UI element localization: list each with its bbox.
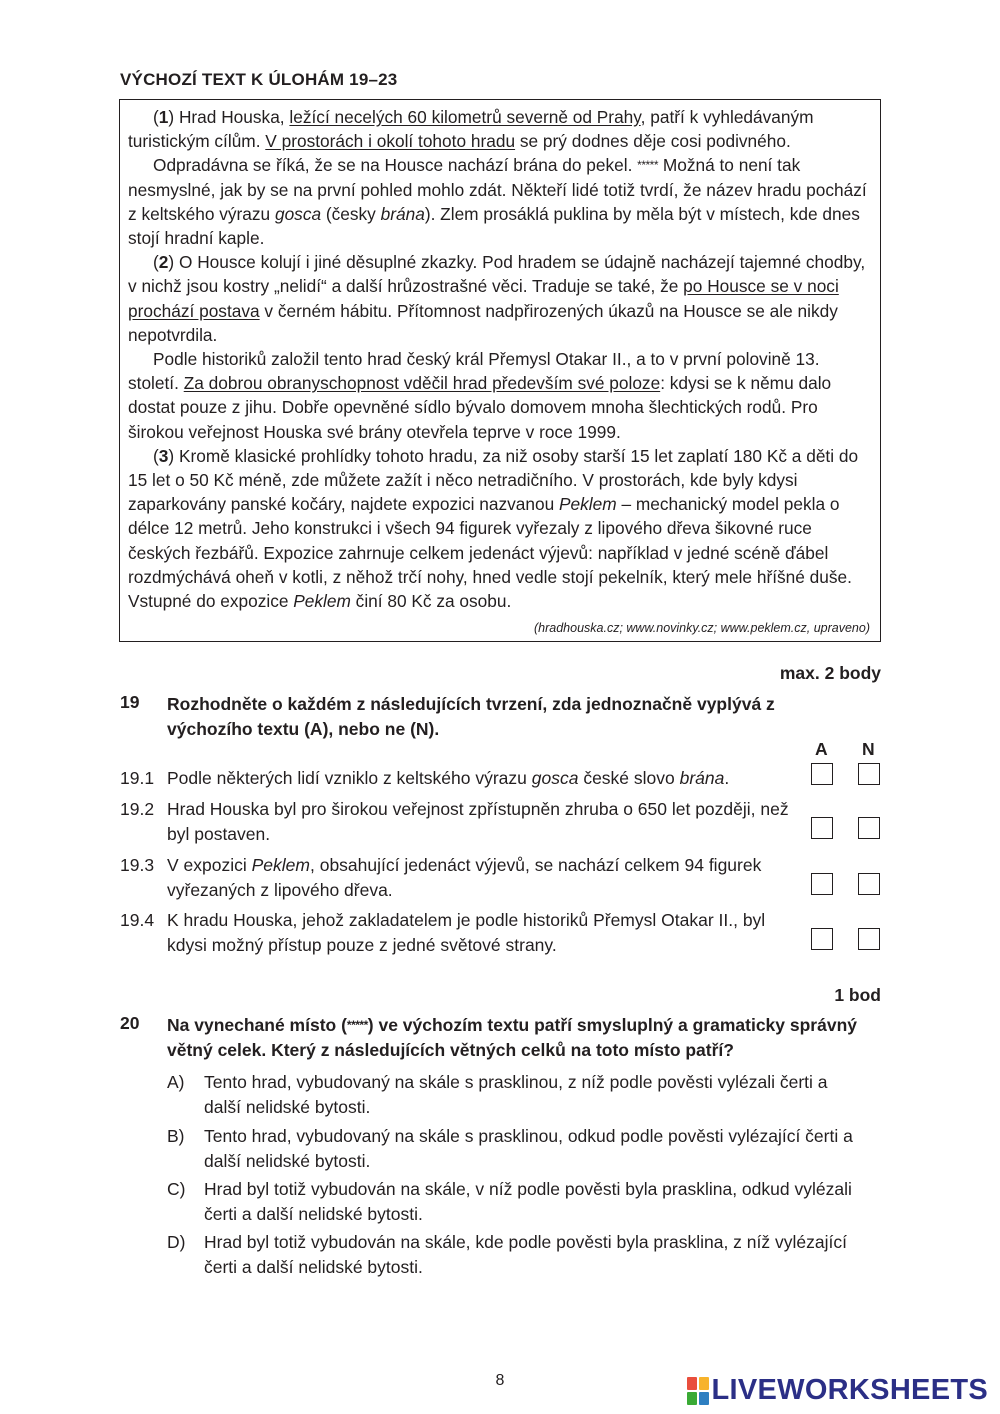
- statement-number: 19.4: [120, 910, 155, 930]
- source-citation: (hradhouska.cz; www.novinky.cz; www.peklem.cz, upraveno): [533, 621, 870, 635]
- gap-marker: *****: [346, 1018, 368, 1032]
- option-letter: B): [167, 1126, 185, 1146]
- checkbox-19-4-n[interactable]: [858, 928, 880, 950]
- q20-option-b[interactable]: [167, 1124, 867, 1173]
- q20-option-d[interactable]: [167, 1230, 867, 1279]
- section-heading: VÝCHOZÍ TEXT K ÚLOHÁM 19–23: [120, 70, 398, 89]
- option-text: Hrad byl totiž vybudován na skále, v níž podle pověsti byla prasklina, odkud vylézali čerti a další nelidské bytosti.: [204, 1179, 852, 1224]
- q20-points: 1 bod: [834, 985, 881, 1005]
- gap-marker: *****: [637, 158, 659, 173]
- q20-option-c[interactable]: [167, 1177, 867, 1226]
- underlined-phrase-2: V prostorách i okolí tohoto hradu: [265, 131, 516, 152]
- statement-number: 19.1: [120, 768, 155, 788]
- q19-number: 19: [120, 692, 140, 712]
- paragraph-mark-1: 1: [158, 107, 169, 127]
- statement-text: V expozici Peklem, obsahující jedenáct výjevů, se nachází celkem 94 figurek vyřezaných z lipového dřeva.: [167, 855, 762, 900]
- text-paragraph-1: (1) Hrad Houska, ležící necelých 60 kilometrů severně od Prahy, patří k vyhledávaným turistickým cílům. V prostorách i okolí tohoto hradu se prý dodnes děje cosi podivného.: [128, 107, 814, 152]
- source-text-box: [119, 99, 881, 642]
- statement-19-2: [120, 797, 820, 846]
- checkbox-19-2-n[interactable]: [858, 817, 880, 839]
- option-text: Tento hrad, vybudovaný na skále s prasklinou, odkud podle pověsti vylézající čerti a další nelidské bytosti.: [204, 1126, 853, 1171]
- logo-square: [699, 1377, 709, 1390]
- option-letter: D): [167, 1232, 186, 1252]
- statement-text: K hradu Houska, jehož zakladatelem je podle historiků Přemysl Otakar II., byl kdysi možný přístup pouze z jedné světové strany.: [167, 910, 766, 955]
- liveworksheets-logo: [687, 1374, 989, 1407]
- logo-icon: [687, 1377, 709, 1405]
- option-text: Tento hrad, vybudovaný na skále s prasklinou, z níž podle pověsti vylézali čerti a další nelidské bytosti.: [204, 1072, 828, 1117]
- statement-text: Podle některých lidí vzniklo z keltského výrazu gosca české slovo brána.: [167, 768, 730, 788]
- statement-number: 19.3: [120, 855, 155, 875]
- checkbox-19-2-a[interactable]: [811, 817, 833, 839]
- logo-square: [699, 1392, 709, 1405]
- statement-19-3: [120, 853, 820, 902]
- q20-option-a[interactable]: [167, 1070, 867, 1119]
- checkbox-19-4-a[interactable]: [811, 928, 833, 950]
- text-paragraph-4: Podle historiků založil tento hrad český král Přemysl Otakar II., a to v první polovině 13. století. Za dobrou obranyschopnost vděčil hrad především své poloze: kdysi se k němu dalo dostat pouze z jihu. Dobře opevněné sídlo bývalo domovem mnoha šlechtických rodů. Pro širokou veřejnost Houska své brány otevřela teprve v roce 1999.: [128, 349, 832, 442]
- statement-19-4: [120, 908, 820, 957]
- text-paragraph-2: Odpradávna se říká, že se na Housce nachází brána do pekel. ***** Možná to není tak nesmyslné, jak by se na první pohled mohlo zdát. Někteří lidé totiž tvrdí, že název hradu pochází z keltského výrazu gosca (česky brána). Zlem prosáklá puklina by měla být v místech, kde dnes stojí hradní kaple.: [128, 155, 867, 249]
- statement-number: 19.2: [120, 799, 155, 819]
- checkbox-19-1-n[interactable]: [858, 763, 880, 785]
- checkbox-19-1-a[interactable]: [811, 763, 833, 785]
- underlined-phrase-1: ležící necelých 60 kilometrů severně od Prahy: [289, 107, 641, 127]
- column-a-header: A: [815, 739, 828, 759]
- underlined-phrase-3: po Housce se v noci prochází postava: [128, 276, 839, 321]
- checkbox-19-3-a[interactable]: [811, 873, 833, 895]
- paragraph-mark-2: 2: [158, 252, 169, 273]
- statement-19-1: [120, 766, 820, 791]
- paragraph-mark-3: 3: [158, 445, 169, 466]
- option-letter: A): [167, 1072, 185, 1092]
- q20-number: 20: [120, 1013, 140, 1033]
- q19-prompt: Rozhodněte o každém z následujících tvrzení, zda jednoznačně vyplývá z výchozího textu (A), nebo ne (N).: [167, 694, 775, 739]
- option-text: Hrad byl totiž vybudován na skále, kde podle pověsti byla prasklina, z níž vylézající čerti a další nelidské bytosti.: [204, 1232, 847, 1277]
- page-number: 8: [495, 1372, 505, 1389]
- q19-points: max. 2 body: [779, 663, 881, 683]
- brand-name: LIVEWORKSHEETS: [711, 1374, 988, 1406]
- logo-square: [687, 1392, 697, 1405]
- q20-prompt: Na vynechané místo (*****) ve výchozím textu patří smysluplný a gramaticky správný větný celek. Který z následujících větných celků na toto místo patří?: [167, 1015, 858, 1060]
- checkbox-19-3-n[interactable]: [858, 873, 880, 895]
- statement-text: Hrad Houska byl pro širokou veřejnost zpřístupněn zhruba o 650 let později, než byl postaven.: [167, 799, 789, 844]
- underlined-phrase-4: Za dobrou obranyschopnost vděčil hrad především své poloze: [183, 373, 661, 394]
- option-letter: C): [167, 1179, 186, 1199]
- text-paragraph-5: (3) Kromě klasické prohlídky tohoto hradu, za niž osoby starší 15 let zaplatí 180 Kč a děti do 15 let o 50 Kč méně, zde můžete zažít i něco netradičního. V prostorách, kde byly kdysi zaparkovány panské kočáry, najdete expozici nazvanou Peklem – mechanický model pekla o délce 12 metrů. Jeho konstrukci i všech 94 figurek vyřezaly z lipového dřeva šikovné ruce českých řezbářů. Expozice zahrnuje celkem jedenáct výjevů: například v jedné scéně ďábel rozdmýchává oheň v kotli, z něhož trčí nohy, hned vedle stojí pekelník, který mele hříšné duše. Vstupné do expozice Peklem činí 80 Kč za osobu.: [128, 445, 859, 612]
- logo-square: [687, 1377, 697, 1390]
- text-paragraph-3: (2) O Housce kolují i jiné děsuplné zkazky. Pod hradem se údajně nacházejí tajemné chodby, v nichž jsou kostry „nelidí“ a další hrůzostrašné věci. Traduje se také, že po Housce se v noci prochází postava v černém hábitu. Přítomnost nadpřirozených úkazů na Housce se ale nikdy nepotvrdila.: [128, 252, 866, 345]
- column-n-header: N: [862, 739, 875, 759]
